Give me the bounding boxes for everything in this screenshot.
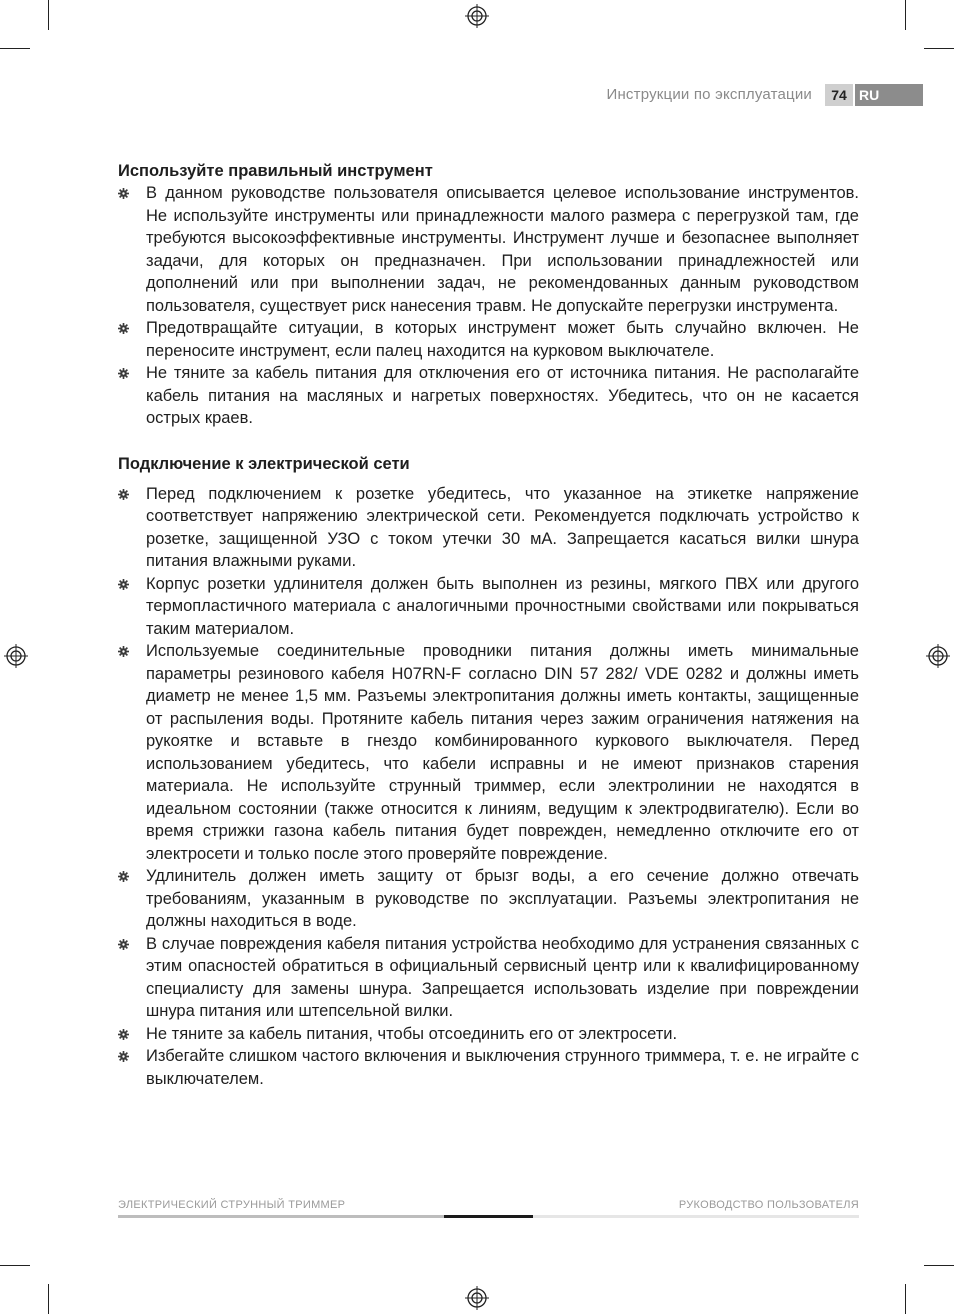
gear-bullet-icon [118,323,129,334]
footer-bar-segment [444,1215,533,1218]
list-item-text: Предотвращайте ситуации, в которых инструмент может быть случайно включен. Не переносите инструмент, если палец находится на курковом выключателе. [146,319,859,360]
list-item [118,933,859,1023]
bullet-list [118,483,859,1091]
registration-mark-icon [465,4,489,28]
header-title: Инструкции по эксплуатации [606,86,812,103]
list-item-text: Удлинитель должен иметь защиту от брызг воды, а его сечение должно отвечать требованиям, указанным в руководстве по эксплуатации. Разъемы электропитания не должны находиться в воде. [146,867,859,930]
footer-product-name: ЭЛЕКТРИЧЕСКИЙ СТРУННЫЙ ТРИММЕР [118,1199,346,1211]
registration-mark-icon [465,1286,489,1310]
list-item-text: В случае повреждения кабеля питания устройства необходимо для устранения связанных с этим опасностей обратиться в официальный сервисный центр или к квалифицированному специалисту для замены шнура. Запрещается использовать изделие при повреждении шнура питания или штепсельной вилки. [146,934,859,1020]
crop-mark [905,0,906,30]
list-item-text: Корпус розетки удлинителя должен быть выполнен из резины, мягкого ПВХ или другого термопластичного материала с аналогичными прочностными свойствами или покрываться таким материалом. [146,574,859,638]
footer-bar-segment [533,1215,859,1218]
footer-document-type: РУКОВОДСТВО ПОЛЬЗОВАТЕЛЯ [678,1199,859,1211]
crop-mark [0,1265,30,1266]
crop-mark [0,48,30,49]
crop-mark [924,1265,954,1266]
crop-mark [924,48,954,49]
page-content [118,160,859,1090]
bullet-list [118,182,859,430]
registration-mark-icon [926,644,950,668]
crop-mark [48,1284,49,1314]
crop-mark [905,1284,906,1314]
list-item-text: Используемые соединительные проводники питания должны иметь минимальные параметры резинового кабеля H07RN-F согласно DIN 57 282/ VDE 0282 и должны иметь диаметр не менее 1,5 мм. Разъемы электропитания должны иметь контакты, защищенные от распыления воды. Протяните кабель питания через зажим ограничения натяжения на рукоятке и вставьте в гнездо комбинированного куркового выключателя. Перед использованием убедитесь, что кабели исправны и не имеют признаков старения материала. Не используйте струнный триммер, если электролинии не находятся в идеальном состоянии (также относится к линиям, ведущим к электродвигателю). Если во время стрижки газона кабель питания будет поврежден, немедленно отключите его от электросети и только после этого проверяйте повреждение. [146,642,859,863]
gear-bullet-icon [118,871,129,882]
gear-bullet-icon [118,646,129,657]
gear-bullet-icon [118,489,129,500]
list-item [118,640,859,865]
crop-mark [48,0,49,30]
gear-bullet-icon [118,188,129,199]
list-item [118,1023,859,1046]
list-item [118,865,859,933]
list-item-text: Перед подключением к розетке убедитесь, что указанное на этикетке напряжение соответствует напряжению электрической сети. Рекомендуется подключать устройство к розетке, защищенной УЗО с током утечки 30 мА. Запрещается касаться вилки шнура питания влажными руками. [146,484,859,570]
list-item-text: Не тяните за кабель питания, чтобы отсоединить его от электросети. [146,1024,678,1043]
section-heading: Подключение к электрической сети [118,454,410,473]
list-item-text: Избегайте слишком частого включения и выключения струнного триммера, т. е. не играйте с выключателем. [146,1047,859,1088]
list-item [118,1045,859,1090]
list-item [118,182,859,317]
gear-bullet-icon [118,1051,129,1062]
page-number: 74 [825,84,853,106]
gear-bullet-icon [118,579,129,590]
footer-bar-segment [118,1215,444,1218]
gear-bullet-icon [118,1029,129,1040]
gear-bullet-icon [118,368,129,379]
list-item-text: В данном руководстве пользователя описывается целевое использование инструментов. Не используйте инструменты или принадлежности малого размера с перегрузкой там, где требуются высокоэффективные инструменты. Инструмент лучше и безопаснее выполняет задачи, для которых он предназначен. При использовании принадлежностей или дополнений или при выполнении задач, не рекомендованных данным руководством пользователя, существует риск нанесения травм. Не допускайте перегрузки инструмента. [146,184,859,315]
list-item-text: Не тяните за кабель питания для отключения его от источника питания. Не располагайте кабель питания на масляных и нагретых поверхностях. Убедитесь, что он не касается острых краев. [146,364,859,427]
section-heading: Используйте правильный инструмент [118,162,433,180]
registration-mark-icon [4,644,28,668]
list-item [118,573,859,641]
list-item [118,317,859,362]
language-badge: RU [855,84,923,106]
list-item [118,483,859,573]
list-item [118,362,859,430]
gear-bullet-icon [118,939,129,950]
